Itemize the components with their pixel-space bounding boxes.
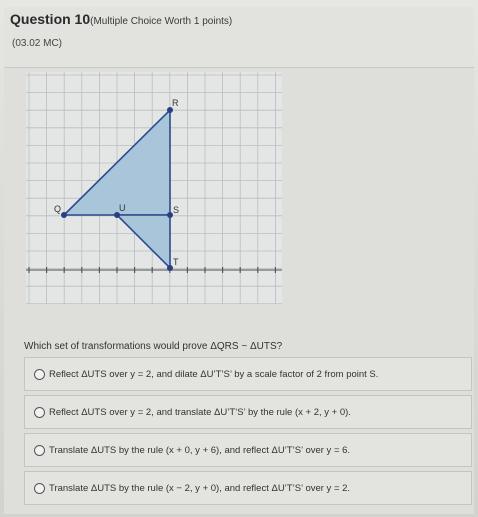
answer-option-1[interactable] (24, 357, 472, 391)
label-q: Q (54, 204, 62, 214)
label-t: T (173, 257, 179, 267)
radio-button-icon[interactable] (34, 445, 45, 456)
label-u: U (119, 203, 126, 213)
answer-option-label: Reflect ΔUTS over y = 2, and translate ΔU’T’S’ by the rule (x + 2, y + 0). (49, 406, 351, 418)
question-title: Question 10 (10, 11, 91, 27)
question-points: (Multiple Choice Worth 1 points) (90, 16, 233, 27)
radio-button-icon[interactable] (34, 483, 45, 494)
label-r: R (172, 98, 179, 108)
answer-option-2[interactable] (24, 395, 472, 429)
label-s: S (173, 205, 180, 215)
answer-option-label: Translate ΔUTS by the rule (x + 0, y + 6), and reflect ΔU’T’S’ over y = 6. (49, 444, 351, 456)
point-q (61, 212, 67, 218)
radio-button-icon[interactable] (34, 407, 45, 418)
answer-option-label: Translate ΔUTS by the rule (x − 2, y + 0), and reflect ΔU’T’S’ over y = 2. (49, 482, 351, 494)
question-prompt: Which set of transformations would prove ΔQRS ~ ΔUTS? (24, 341, 283, 352)
coordinate-grid-figure (26, 72, 282, 304)
answer-option-label: Reflect ΔUTS over y = 2, and dilate ΔU’T’S’ by a scale factor of 2 from point S. (49, 368, 379, 380)
answer-option-3[interactable] (24, 433, 472, 467)
question-header (4, 7, 474, 68)
question-code: (03.02 MC) (12, 38, 63, 49)
radio-button-icon[interactable] (34, 369, 45, 380)
answer-option-4[interactable] (24, 471, 472, 505)
question-title-row (10, 11, 232, 29)
